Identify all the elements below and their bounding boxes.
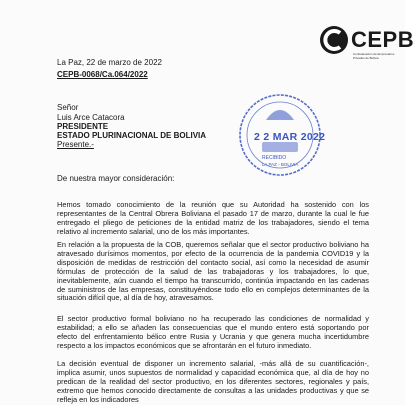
cepb-logo (307, 19, 414, 69)
paragraph-3: El sector productivo formal boliviano no ha recuperado las condiciones de normalidad y estabilidad; a ello se añaden las consecuencias que el mundo entero está soportando por efecto del enfrentamiento bélico entre Rusia y Ucrania y que genera mucha incertidumbre respecto a los impactos económicos que se afrontarán en el futuro inmediato. (57, 314, 369, 350)
stamp-label: RECIBIDO (262, 155, 287, 161)
reference-number: CEPB-0068/Ca.064/2022 (57, 70, 148, 79)
paragraph-2: En relación a la propuesta de la COB, queremos señalar que el sector productivo boliviano ha atravesado durísimos momentos, por efecto de la ocurrencia de la pandemia COVID19 y la disposición de medidas de restricción del contacto social, así como la necesidad de asumir fórmulas de protección de la salud de las trabajadoras y los trabajadores, lo que, inevitablemente, aún cuando el tiempo ha transcurrido, continúa impactando en las cadenas de suministros de las empresas, constituyéndose todo ello en complejos determinantes de la situación difícil que, al día de hoy, atravesamos. (57, 240, 369, 303)
greeting: De nuestra mayor consideración: (57, 174, 175, 183)
stamp-city: LA PAZ - BOLIVIA (262, 162, 299, 167)
paragraph-1: Hemos tomado conocimiento de la reunión que su Autoridad ha sostenido con los representantes de la Central Obrera Boliviana el pasado 17 de marzo, durante la cual le fue entregado el pliego de peticiones de la entidad matriz de los trabajadores, siendo el tema relativo al incremento salarial, uno de los más importantes. (57, 200, 369, 236)
logo-tagline: Confederación de Empresarios Privados de Bolivia (353, 52, 395, 60)
salutation-prefix: Señor (57, 103, 79, 112)
cepb-logo-mark-icon (319, 25, 349, 55)
paragraph-4: La decisión eventual de disponer un incremento salarial, -más allá de su cuantificación-, implica asumir, unos supuestos de normalidad y capacidad económica que, al día de hoy no predican de la realidad del sector productivo, en los diferentes sectores, regionales y país, extremo que hemos conocido directamente de consultas a las unidades productivas y que se refleja en los indicadores (57, 359, 369, 404)
recipient-name: Luis Arce Catacora (57, 113, 125, 122)
place-date: La Paz, 22 de marzo de 2022 (57, 58, 162, 67)
presente-line: Presente.- (57, 140, 94, 149)
recipient-title: PRESIDENTE (57, 122, 109, 131)
logo-name: CEPB (351, 27, 414, 52)
stamp-date: 2 2 MAR 2022 (254, 131, 326, 143)
recipient-organization: ESTADO PLURINACIONAL DE BOLIVIA (57, 131, 207, 140)
